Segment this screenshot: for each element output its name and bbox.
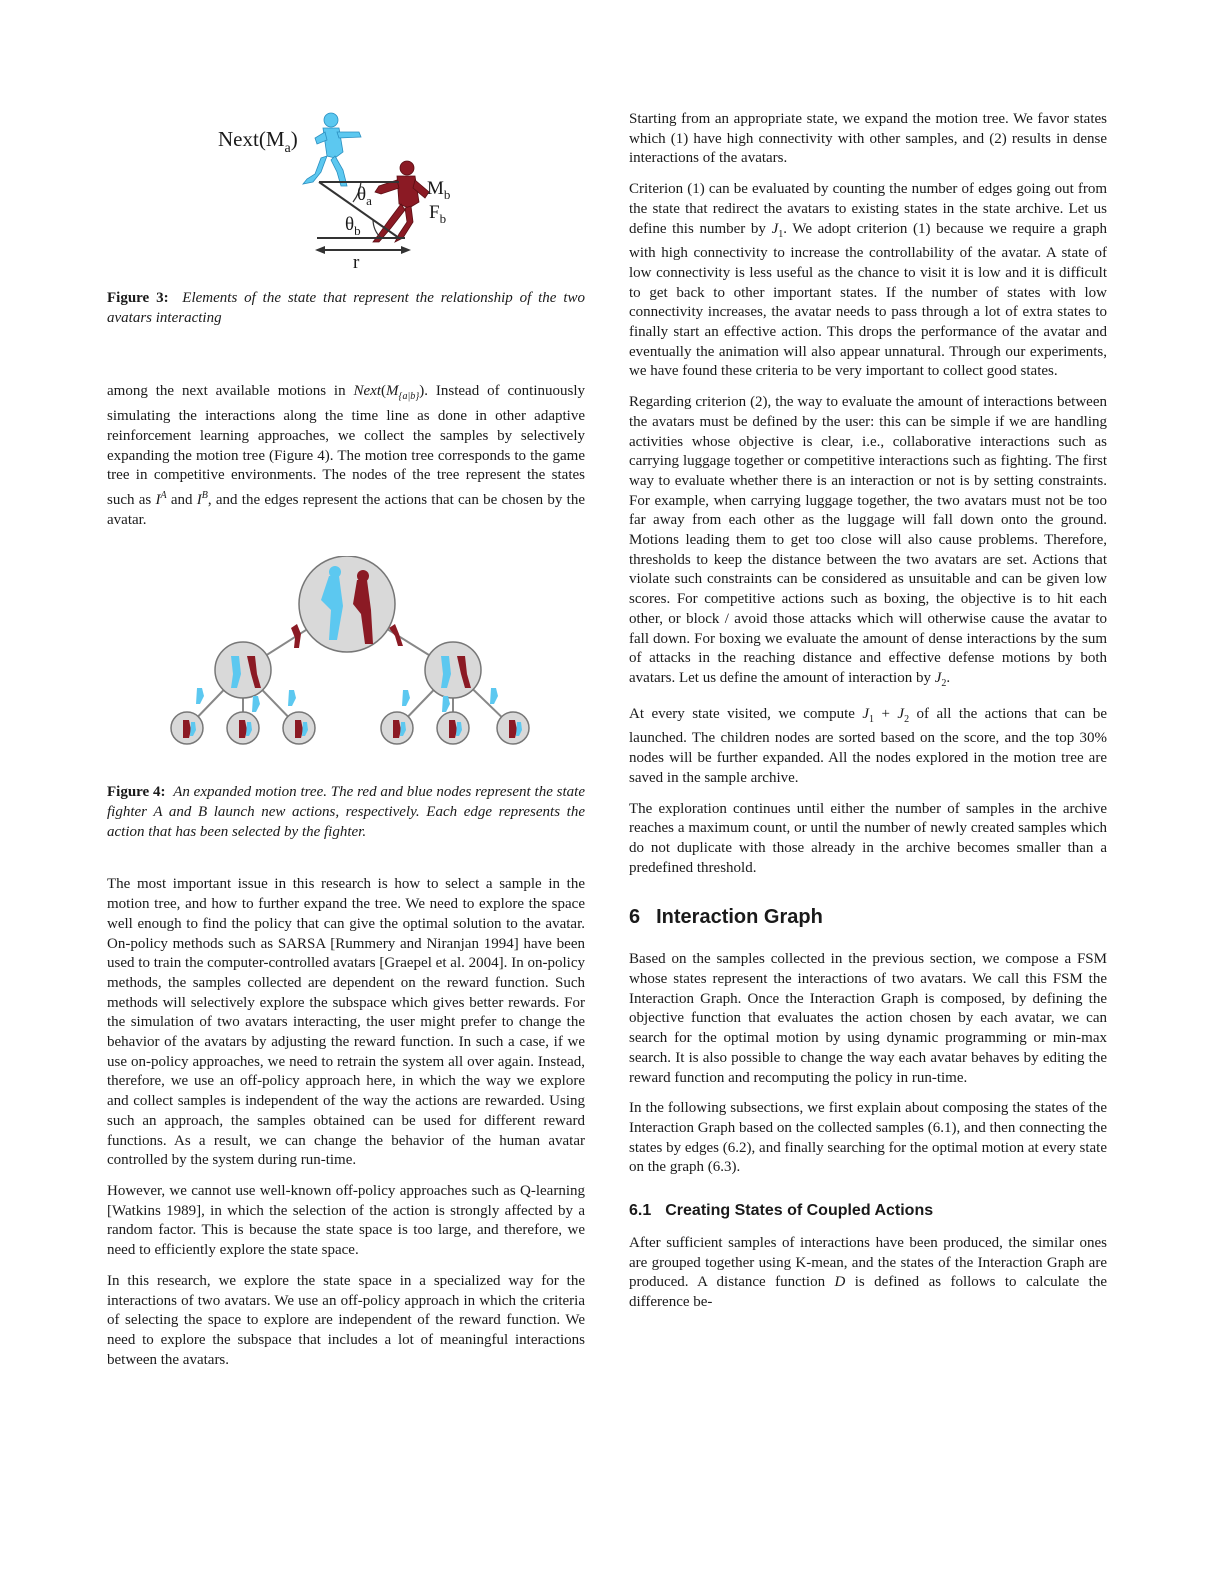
section-6-1-number: 6.1 [629,1202,652,1220]
tree-nodes [171,556,529,744]
child-node-right [425,642,481,698]
right-paragraph-5: The exploration continues until either the number of samples in the archive reaches a maximum count, or until the number of newly created samples which do not duplicate with those already in the archive becomes smaller than a predefined threshold. [629,800,1107,876]
red-avatar-figure [373,161,429,242]
mb-label: $M_b$ [427,178,451,202]
section-6-1-heading [629,1200,1107,1222]
right-paragraph-1: Starting from an appropriate state, we expand the motion tree. We favor states which (1) have high connectivity with other samples, and (2) results in dense interactions of the avatars. [629,111,1107,167]
right-paragraph-3: Regarding criterion (2), the way to evaluate the amount of interactions between the avatars must be defined by the user: this can be simple if we are handling activities whose objective is clear, i.e., collaborative interactions such as carrying luggage together or competitive interactions such as fighting. The first way to evaluate whether there is an interaction or not is by setting constraints. For example, when carrying luggage together, the two avatars must not be too far away from each other as the luggage will fall down onto the ground. Motions leading them to get too close will also cause problems. Therefore, thresholds to keep the distance between the two avatars are set. Actions that violate such constraints can be considered as unsuitable and can be given low scores. For competitive actions such as boxing, the objective is to hit each other, or block / avoid those attacks which will otherwise cause the avatar to fall down. For boxing we evaluate the amount of dense interactions by the sum of attacks in the reaching distance and effective defense motions by both avatars. Let us define the amount of interaction by $J_2$. [629,394,1107,689]
right-paragraph-4: At every state visited, we compute $J_1 + J_2$ of all the actions that can be launched. The children nodes are sorted based on the score, and the top 30% nodes will be further expanded. All the nodes explored in the motion tree are saved in the sample archive. [629,705,1107,786]
section-6-heading [629,904,1107,930]
root-node [299,556,395,652]
figure-3-diagram [107,110,585,282]
section-6-paragraph-1: Based on the samples collected in the previous section, we compose a FSM whose states represent the interactions of two avatars. We call this FSM the Interaction Graph. Once the Interaction Graph is composed, by defining the objective function that evaluates the action chosen by each avatar, we can search for the optimal motion by using dynamic programming or min-max search. It is also possible to change the way each avatar behaves by editing the reward function and recomputing the policy in run-time. [629,951,1107,1086]
section-6-title: Interaction Graph [656,906,823,929]
figure-4-caption-text: An expanded motion tree. The red and blue nodes represent the state fighter A and B launch new actions, respectively. Each edge represents the action that has been selected by the fighter. [107,784,586,840]
right-paragraph-2: Criterion (1) can be evaluated by counting the number of edges going out from the state that redirect the avatars to existing states in the state archive. Let us define this number by $J_1$. We adopt criterion (1) because we require a graph with high connectivity to increase the controllability of the avatar. A state of low connectivity is less useful as the chance to visit it is low and it is difficult to get back to other important states. If the number of states with low connectivity increases, the avatar needs to pass through a lot of extra states to finally start an effective action. This drops the performance of the avatar and eventually the animation will also appear unnatural. Through our experiments, we have found these criteria to be very important to collect good states. [629,181,1107,380]
fb-label: $F_b$ [429,202,447,226]
figure-3-caption [107,289,585,328]
section-6-paragraph-2: In the following subsections, we first explain about composing the states of the Interaction Graph based on the collected samples (6.1), and then connecting the states by edges (6.2), and finally searching for the optimal motion at every state on the graph (6.3). [629,1100,1107,1176]
figure-3-caption-text: Elements of the state that represent the relationship of the two avatars interacting [107,290,585,326]
figure-4 [107,556,585,766]
section-6-1-title: Creating States of Coupled Actions [665,1202,934,1220]
left-paragraph-1: among the next available motions in $Next(M_{\{a|b\}})$. Instead of continuously simulating the interactions along the time line as done in other adaptive reinforcement learning approaches, we collect the samples by selectively expanding the motion tree (Figure 4). The motion tree corresponds to the game tree in competitive environments. The nodes of the tree represent the states such as $I^A$ and $I^B$, and the edges represent the actions that can be chosen by the avatar. [107,383,585,528]
figure-3-caption-label: Figure 3: [107,290,169,306]
section-6-1-paragraph: After sufficient samples of interactions have been produced, the similar ones are grouped together using K-mean, and the states of the Interaction Graph are produced. A distance function D is defined as follows to calculate the difference be- [629,1235,1107,1311]
left-paragraph-2: The most important issue in this research is how to select a sample in the motion tree, and how to further expand the tree. We need to explore the space well enough to find the policy that can give the optimal solution to the avatar. On-policy methods such as SARSA [Rummery and Niranjan 1994] have been used to train the computer-controlled avatars [Graepel et al. 2004]. In on-policy methods, the samples collected are dependent on the reward function. Such methods will selectively explore the subspace which gives better rewards. For the simulation of two avatars interacting, the user might prefer to change the behavior of the avatars by adjusting the reward function. In such a case, if we use on-policy approaches, we need to retrain the system all over again. Instead, therefore, we use an off-policy approach here, in which the way we explore and collect samples is independent of the way the actions are rewarded. Using such an approach, the samples obtained can be used for different reward functions. As a result, we can change the behavior of the human avatar controlled by the system during run-time. [107,876,585,1169]
left-column [107,110,585,1370]
figure-3 [107,110,585,282]
r-label: r [353,252,360,273]
motion-tree-diagram [107,556,585,766]
right-column [629,110,1107,1313]
left-paragraph-4: In this research, we explore the state space in a specialized way for the interactions of two avatars. We use an off-policy approach in which the criteria of selecting the space to explore are independent of the reward function. We need to explore the subspace that includes a lot of meaningful interactions between the avatars. [107,1272,585,1368]
blue-avatar-figure [303,113,361,186]
section-6-number: 6 [629,906,641,929]
theta-a-label: $\theta_a$ [357,184,372,208]
left-paragraph-3: However, we cannot use well-known off-policy approaches such as Q-learning [Watkins 1989], in which the selection of the action is strongly affected by a random factor. This is because the state space is too large, and therefore, we need to efficiently explore the state space. [107,1182,585,1259]
figure-4-caption [107,783,585,842]
next-ma-label: $Next(M_a)$ [218,127,298,156]
child-node-left [215,642,271,698]
figure-4-caption-label: Figure 4: [107,784,166,801]
theta-b-label: $\theta_b$ [345,214,361,238]
